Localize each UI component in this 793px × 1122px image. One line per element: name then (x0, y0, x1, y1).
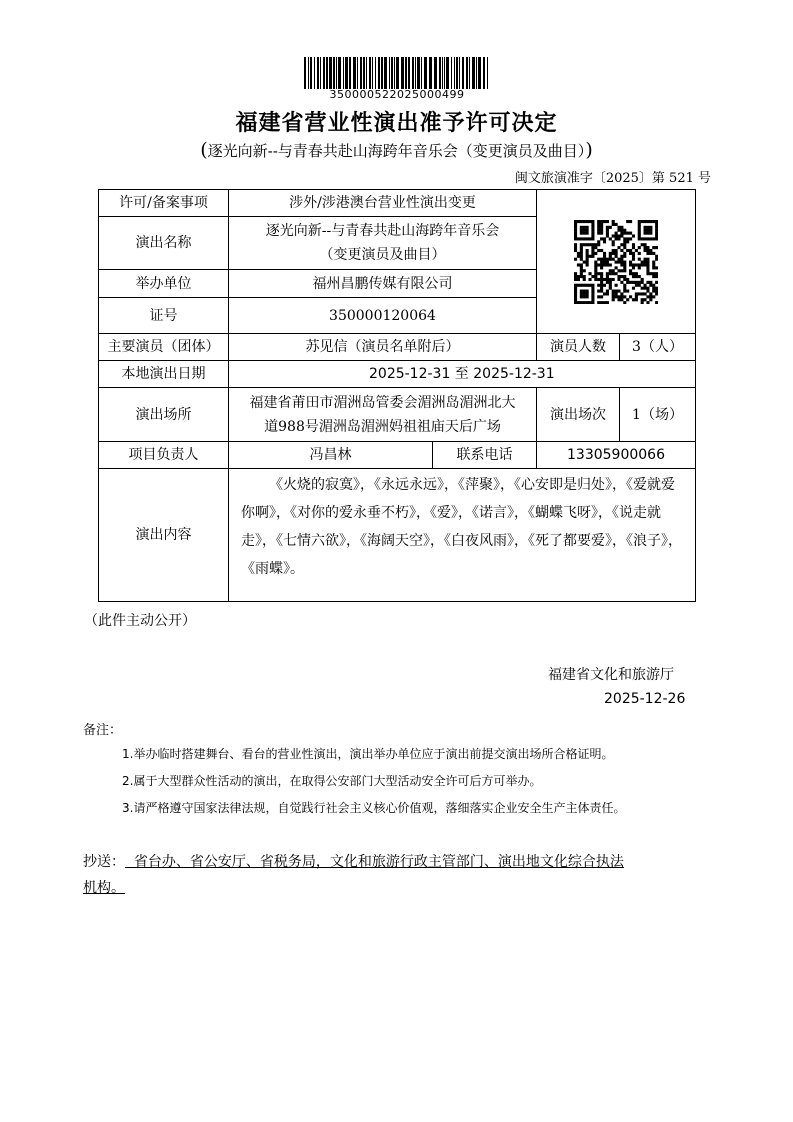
venue-value-line2: 道988号湄洲岛湄洲妈祖祖庙天后广场 (264, 418, 501, 435)
table-row (99, 361, 696, 388)
table-row (99, 442, 696, 469)
performers-value: 苏见信（演员名单附后） (229, 334, 537, 361)
content-label: 演出内容 (99, 469, 229, 602)
content-value: 《火烧的寂寞》，《永远永远》，《萍聚》，《心安即是归处》，《爱就爱你啊》，《对你的爱永垂不朽》，《爱》，《诺言》，《蝴蝶飞呀》，《说走就走》，《七情六欲》，《海阔天空》，《白夜风雨》，《死了都要爱》，《浪子》，《雨蝶》。 (229, 469, 696, 602)
matter-label: 许可/备案事项 (99, 190, 229, 217)
qr-code-cell (537, 190, 696, 334)
name-label: 演出名称 (99, 217, 229, 270)
note-item: 2.属于大型群众性活动的演出，在取得公安部门大型活动安全许可后方可举办。 (122, 774, 542, 788)
venue-label: 演出场所 (99, 388, 229, 442)
matter-value: 涉外/涉港澳台营业性演出变更 (229, 190, 537, 217)
document-subtitle (0, 139, 793, 161)
qr-code-image (574, 220, 658, 304)
dates-value: 2025-12-31 至 2025-12-31 (229, 361, 696, 388)
barcode-number: 350000522025000499 (329, 88, 465, 101)
performer-count-value: 3（人） (620, 334, 696, 361)
phone-label: 联系电话 (433, 442, 537, 469)
dates-label: 本地演出日期 (99, 361, 229, 388)
document-number: 闽文旅演准字〔2025〕第 521 号 (514, 171, 711, 186)
subtitle-close-paren: ) (585, 139, 593, 161)
note-item: 3.请严格遵守国家法律法规，自觉践行社会主义核心价值观，落细落实企业安全生产主体责任。 (122, 801, 626, 815)
cc-label: 抄送： (83, 854, 125, 870)
table-row (99, 388, 696, 442)
name-value-line2: （变更演员及曲目） (319, 247, 446, 263)
manager-label: 项目负责人 (99, 442, 229, 469)
performer-count-label: 演员人数 (537, 334, 620, 361)
note-item: 1.举办临时搭建舞台、看台的营业性演出，演出举办单位应于演出前提交演出场所合格证明。 (122, 747, 614, 761)
shows-value: 1（场） (620, 388, 696, 442)
license-table (98, 189, 696, 602)
subtitle-open-paren: ( (200, 139, 208, 161)
cc-text-line1: 省台办、省公安厅、省税务局，文化和旅游行政主管部门、演出地文化综合执法 (125, 854, 624, 870)
name-value (229, 217, 537, 270)
cc-text-line2: 机构。 (83, 880, 125, 896)
table-row (99, 334, 696, 361)
shows-label: 演出场次 (537, 388, 620, 442)
document-title: 福建省营业性演出准予许可决定 (235, 110, 558, 136)
venue-value (229, 388, 537, 442)
issuer-name: 福建省文化和旅游厅 (548, 667, 674, 683)
phone-value: 13305900066 (537, 442, 696, 469)
name-value-line1: 逐光向新--与青春共赴山海跨年音乐会 (265, 223, 500, 239)
barcode-image (304, 57, 490, 89)
performers-label: 主要演员（团体） (99, 334, 229, 361)
public-disclosure-note: （此件主动公开） (84, 613, 196, 629)
organizer-value: 福州昌鹏传媒有限公司 (229, 270, 537, 298)
issue-date: 2025-12-26 (604, 691, 686, 707)
subtitle-text: 逐光向新--与青春共赴山海跨年音乐会（变更演员及曲目） (207, 142, 586, 160)
license-value: 350000120064 (229, 298, 537, 334)
table-row (99, 469, 696, 602)
venue-value-line1: 福建省莆田市湄洲岛管委会湄洲岛湄洲北大 (249, 394, 516, 411)
cc-distribution (83, 849, 719, 901)
license-label: 证号 (99, 298, 229, 334)
manager-value: 冯昌林 (229, 442, 433, 469)
table-row (99, 190, 696, 217)
organizer-label: 举办单位 (99, 270, 229, 298)
notes-title: 备注： (83, 723, 123, 738)
